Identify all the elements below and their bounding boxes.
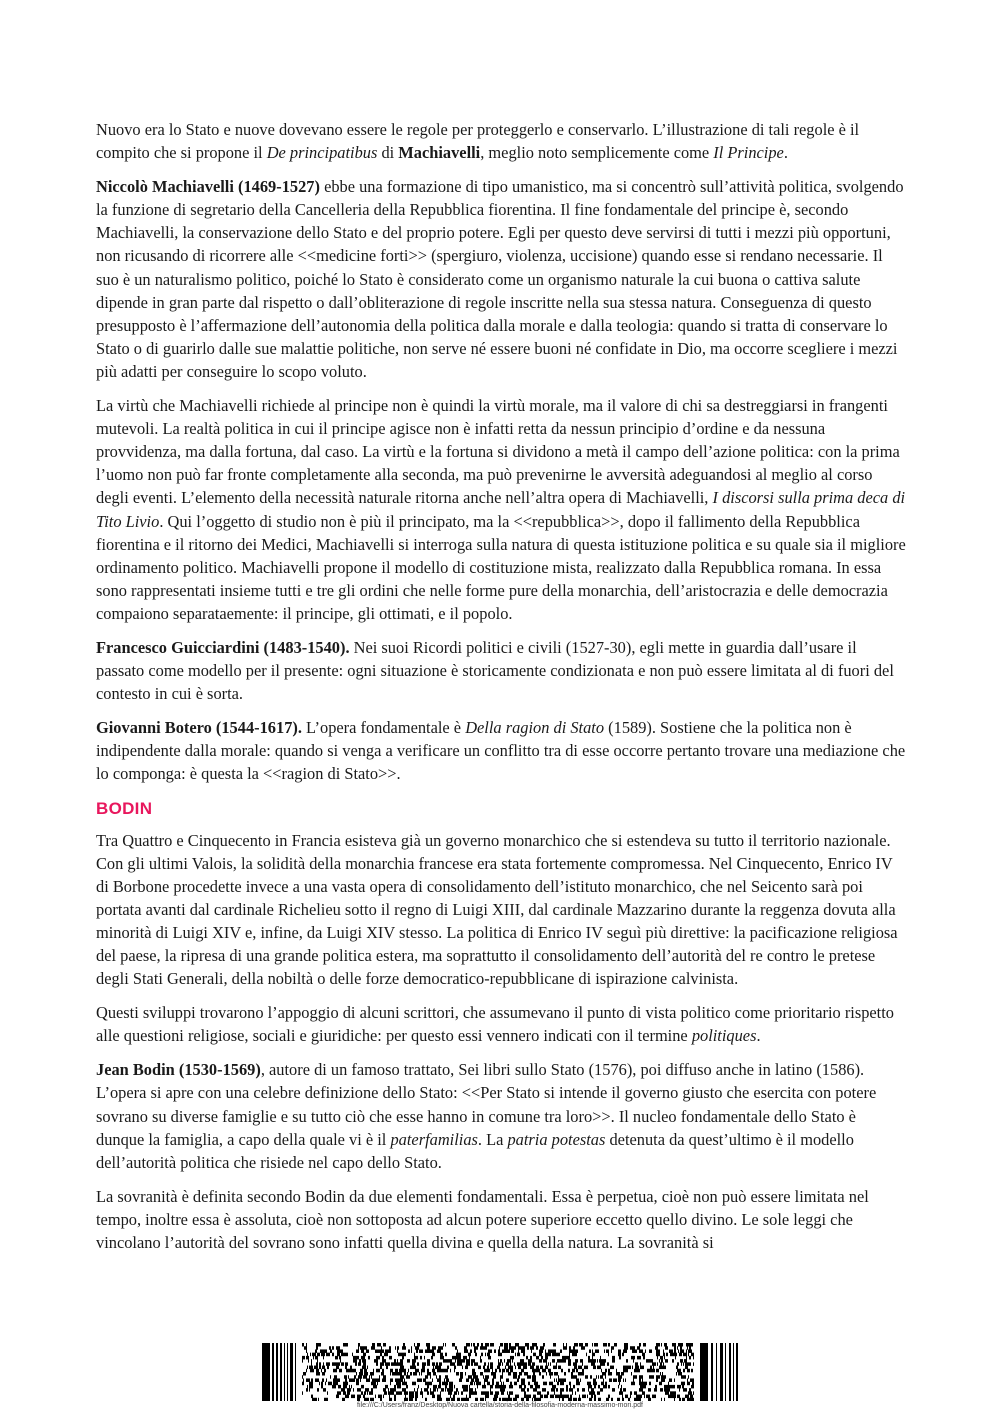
text: . La <box>477 1129 508 1149</box>
italic-term: paterfamilias <box>390 1129 478 1149</box>
bold-name: Francesco Guicciardini (1483-1540). <box>96 637 350 657</box>
italic-term: politiques <box>691 1026 757 1046</box>
text: Tra Quattro e Cinquecento in Francia esisteva già un governo monarchico che si estendeva su tutto il territorio nazionale. Con gli ultimi Valois, la solidità della monarchia francese era stata fortemente compromessa. Nel Cinquecento, Enrico IV di Borbone procedette invece a una vasta opera di consolidamento dell’istituto monarchico, che nel Seicento sarà poi portata avanti dal cardinale Richelieu sotto il regno di Luigi XIII, dal cardinale Mazzarino durante la reggenza dovuta alla minorità di Luigi XIV e, infine, da Luigi XIV stesso. La politica di Enrico IV seguì più direttive: la pacificazione religiosa del paese, la ripresa di una grande politica estera, ma soprattutto il consolidamento dell’autorità del re contro le pretese degli Stati Generali, della nobiltà o delle forze democratico-repubblicane di ispirazione calvinista. <box>96 830 898 989</box>
bold-name: Jean Bodin (1530-1569) <box>96 1060 261 1080</box>
pdf417-barcode <box>262 1343 738 1401</box>
italic-title: De principatibus <box>266 143 378 163</box>
italic-term: patria potestas <box>507 1129 606 1149</box>
paragraph-machiavelli <box>96 175 906 383</box>
page-body <box>96 118 906 1265</box>
text: L’opera fondamentale è <box>301 718 466 738</box>
bold-name: Niccolò Machiavelli (1469-1527) <box>96 177 320 197</box>
text: . Qui l’oggetto di studio non è più il principato, ma la <<repubblica>>, dopo il fallimento della Repubblica fiorentina e il ritorno dei Medici, Machiavelli si interroga sulla natura di questa istituzione politica e su quale sia il migliore ordinamento politico. Machiavelli propone il modello di costituzione mista, realizzato dalla Repubblica romana. In essa sono rappresentati insieme tutti e tre gli ordini che nelle forme pure della monarchia, dell’aristocrazia e delle democrazia compaiono separataemente: il principe, gli ottimati, e il popolo. <box>96 511 906 623</box>
paragraph-bodin <box>96 1058 906 1173</box>
text: (1589). Sostiene che la politica non è indipendente dalla morale: quando si venga a verificare un conflitto tra di esse occorre pertanto trovare una mediazione che lo componga: è questa la <<ragion di Stato>>. <box>96 718 906 784</box>
text: Nuovo era lo Stato e nuove dovevano essere le regole per proteggerlo e conservarlo. L’illustrazione di tali regole è il compito che si propone il <box>96 120 860 163</box>
text: di <box>377 143 399 163</box>
text: Nei suoi Ricordi politici e civili (1527-30), egli mette in guardia dall’usare il passato come modello per il presente: ogni situazione è storicamente condizionata e non può essere limitata al di fuori del contesto in cui è sorta. <box>96 637 894 704</box>
paragraph-botero <box>96 716 906 785</box>
text: detenuta da quest’ultimo è il modello dell’autorità politica che risiede nel capo dello Stato. <box>96 1129 854 1172</box>
paragraph-francia <box>96 829 906 991</box>
text: . <box>756 1026 761 1046</box>
text: , autore di un famoso trattato, Sei libri sullo Stato (1576), poi diffuso anche in latino (1586). L’opera si apre con una celebre definizione dello Stato: <<Per Stato si intende il governo giusto che esercita con potere sovrano su diverse famiglie e su tutto ciò che esse hanno in comune tra loro>>. Il nucleo fondamentale dello Stato è dunque la famiglia, a capo della quale vi è il <box>96 1060 877 1149</box>
italic-title: I discorsi sulla prima deca di Tito Livio <box>96 488 906 531</box>
paragraph-politiques <box>96 1001 906 1047</box>
paragraph-sovranita <box>96 1185 906 1254</box>
text: . <box>783 143 788 163</box>
section-heading-bodin: BODIN <box>96 798 153 818</box>
text: Questi sviluppi trovarono l’appoggio di alcuni scrittori, che assumevano il punto di vista politico come prioritario rispetto alle questioni religiose, sociali e giuridiche: per questo essi vennero indicati con il termine <box>96 1003 894 1046</box>
paragraph-intro <box>96 118 906 164</box>
text: La virtù che Machiavelli richiede al principe non è quindi la virtù morale, ma il valore di chi sa destreggiarsi in frangenti mutevoli. La realtà politica in cui il principe agisce non è infatti retta da nessun principio d’ordine e da nessuna provvidenza, ma dalla fortuna, dal caso. La virtù e la fortuna si dividono a metà il campo dell’azione politica: con la prima l’uomo non può far fronte completamente alla seconda, ma può prevenirne le avversità adeguandosi al meglio al corso degli eventi. L’elemento della necessità naturale ritorna anche nell’altra opera di Machiavelli, <box>96 396 900 508</box>
text: ebbe una formazione di tipo umanistico, ma si concentrò sull’attività politica, svolgendo la funzione di segretario della Cancelleria della Repubblica fiorentina. Il fine fondamentale del principe è, secondo Machiavelli, la conservazione dello Stato e del proprio potere. Egli per questo deve servirsi di tutti i mezzi più opportuni, non ricusando di ricorrere alle <<medicine forti>> (spergiuro, violenza, uccisione) quando esse si rendano necessarie. Il suo è un naturalismo politico, poiché lo Stato è considerato come un organismo naturale la cui buona o cattiva salute dipende in gran parte dal rispetto o dall’obliterazione di regole inscritte nella sua stessa natura. Conseguenza di questo presupposto è l’affermazione dell’autonomia della politica dalla morale e dalla teologia: quando si tratta di conservare lo Stato o di guarirlo dalle sue malattie politiche, non serve né essere buoni né confidate in Dio, ma occorre scegliere i mezzi più adatti per conseguire lo scopo voluto. <box>96 177 904 381</box>
text: La sovranità è definita secondo Bodin da due elementi fondamentali. Essa è perpetua, cioè non può essere limitata nel tempo, inoltre essa è assoluta, cioè non sottoposta ad alcun potere superiore eccetto quello divino. Le sole leggi che vincolano l’autorità del sovrano sono infatti quella divina e quella della natura. La sovranità si <box>96 1186 869 1253</box>
paragraph-guicciardini <box>96 636 906 705</box>
italic-title: Il Principe <box>713 143 784 163</box>
paragraph-virtu <box>96 394 906 625</box>
file-path-footer: file:///C:/Users/franz/Desktop/Nuova cartella/storia-della-filosofia-moderna-massimo-mori.pdf <box>357 1402 643 1409</box>
bold-name: Machiavelli <box>398 143 481 163</box>
italic-title: Della ragion di Stato <box>465 718 605 738</box>
bold-name: Giovanni Botero (1544-1617). <box>96 718 302 738</box>
text: , meglio noto semplicemente come <box>480 143 714 163</box>
